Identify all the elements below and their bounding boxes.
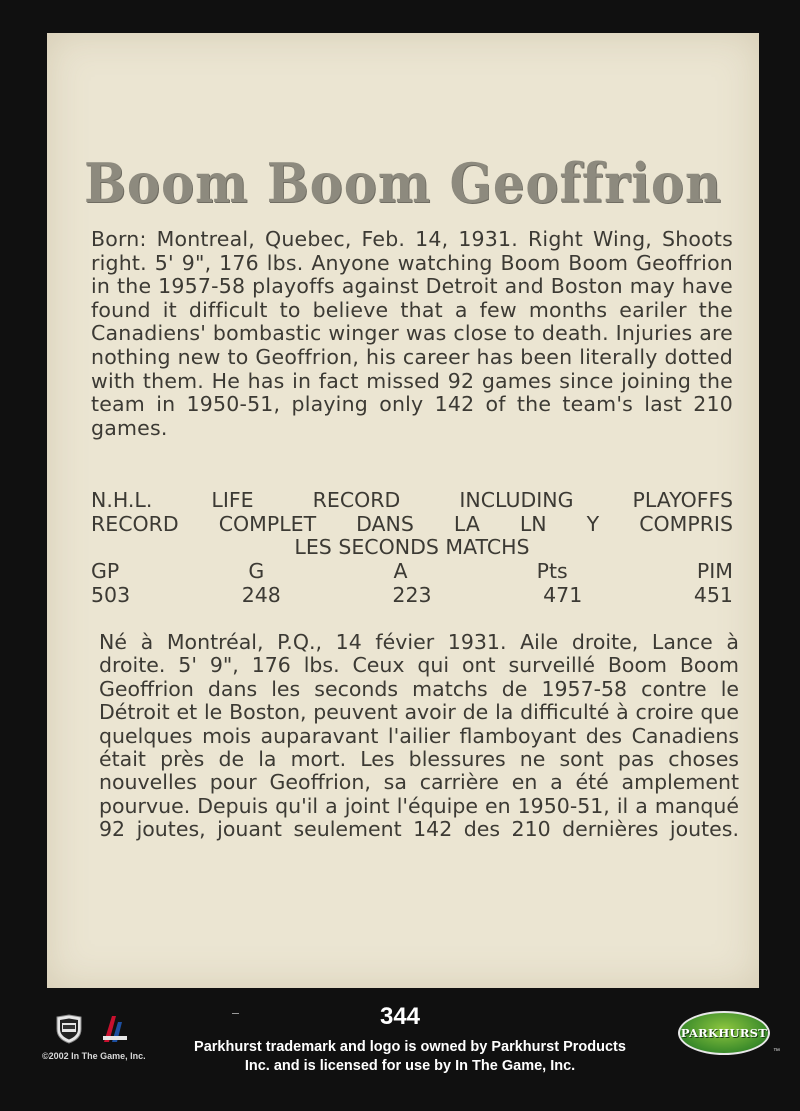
stats-header-g: G — [248, 559, 265, 583]
card-back-panel — [47, 33, 759, 988]
stats-header-gp: GP — [91, 559, 120, 583]
record-heading-english: N.H.L. LIFE RECORD INCLUDING PLAYOFFS — [91, 488, 733, 512]
english-biography: Born: Montreal, Quebec, Feb. 14, 1931. Right Wing, Shoots right. 5' 9", 176 lbs. Anyone watching Boom Boom Geoffrion in the 1957-58 playoffs against Detroit and Boston may have found it difficult to believe that a few months eariler the Canadiens' bombastic winger was close to death. Injuries are nothing new to Geoffrion, his career has been literally dotted with them. He has in fact missed 92 games since joining the team in 1950-51, playing only 142 of the team's last 210 games. — [91, 227, 733, 440]
parkhurst-logo-text: PARKHURST — [680, 1026, 768, 1040]
stats-value-pts: 471 — [543, 582, 583, 607]
stats-value-pim: 451 — [693, 582, 733, 607]
career-stats-table — [91, 560, 733, 607]
player-name-title: Boom Boom Geoffrion — [84, 151, 722, 215]
card-number: 344 — [379, 1003, 421, 1030]
stats-header-pim: PIM — [696, 559, 733, 583]
stats-header-row — [91, 560, 733, 584]
stats-header-a: A — [393, 559, 408, 583]
stats-value-gp: 503 — [91, 582, 131, 607]
record-heading-french-line2: LES SECONDS MATCHS — [294, 535, 530, 559]
copyright-notice: ©2002 In The Game, Inc. — [42, 1051, 146, 1061]
trademark-line-2: Inc. and is licensed for use by In The Game, Inc. — [244, 1058, 576, 1074]
trademark-symbol: ™ — [773, 1048, 780, 1055]
stats-value-g: 248 — [241, 582, 281, 607]
stats-value-a: 223 — [392, 582, 432, 607]
stats-header-pts: Pts — [536, 559, 568, 583]
record-heading-french-line1: RECORD COMPLET DANS LA LN Y COMPRIS — [91, 512, 733, 536]
trademark-line-1: Parkhurst trademark and logo is owned by Parkhurst Products — [194, 1039, 626, 1055]
stats-value-row — [91, 584, 733, 608]
parkhurst-logo — [678, 1011, 770, 1055]
french-biography: Né à Montréal, P.Q., 14 févier 1931. Aile droite, Lance à droite. 5' 9", 176 lbs. Ceux qui ont surveillé Boom Boom Geoffrion dans les seconds matchs de 1957-58 contre le Détroit et le Boston, peuvent avoir de la difficulté à croire que quelques mois auparavant l'ailier flamboyant des Canadiens était près de la mort. Les blessures ne sont pas choses nouvelles pour Geoffrion, sa carrière en a été amplement pourvue. Depuis qu'il a joint l'équipe en 1950-51, il a manqué 92 joutes, jouant seulement 142 des 210 dernières joutes. — [99, 630, 739, 842]
trademark-notice — [180, 1038, 640, 1076]
